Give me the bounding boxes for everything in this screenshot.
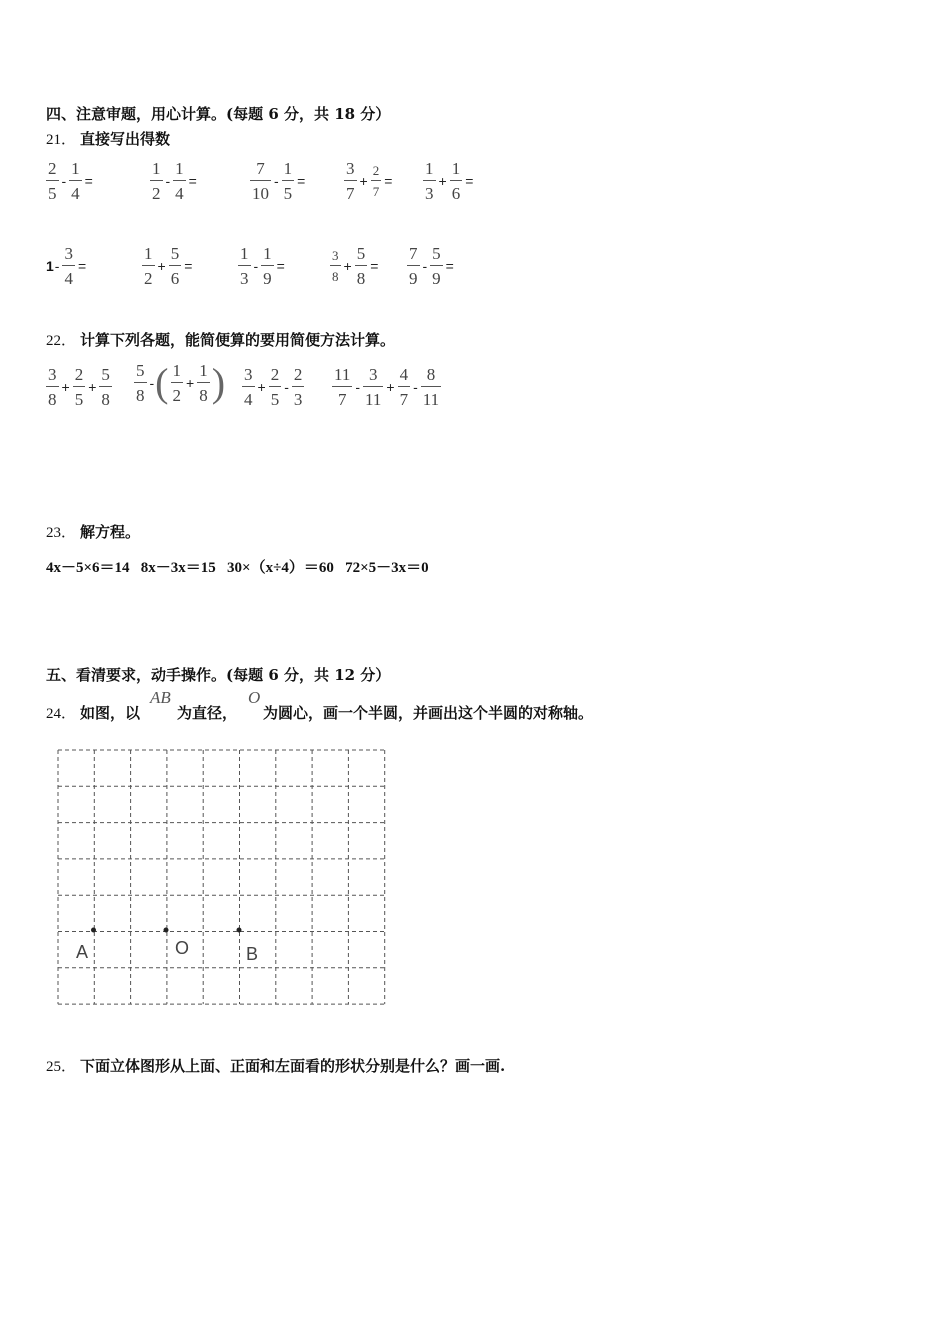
q21-row2-item: 1- $\frac{3}{4}$ = — [46, 244, 87, 288]
q24-title — [46, 702, 140, 723]
q23-title — [46, 521, 140, 542]
q22-number: 22． — [46, 333, 77, 349]
q23-text: 解方程。 — [80, 523, 141, 541]
q24-o-label: O — [248, 688, 261, 707]
q21-row1-item: $\frac{7}{10}$ - $\frac{1}{5}$ = — [252, 159, 306, 203]
q24-ab-label: AB — [150, 688, 171, 707]
q21-row1-item: $\frac{2}{5}$ - $\frac{1}{4}$ = — [48, 159, 93, 203]
section5-heading: 五、看清要求，动手操作。(每题 6 分，共 12 分） — [46, 666, 391, 684]
section4-heading: 四、注意审题，用心计算。(每题 6 分，共 18 分） — [46, 105, 391, 123]
q21-row2-item: $\frac{1}{2}$ + $\frac{5}{6}$ = — [144, 244, 193, 288]
q24-text-part2: 为直径， — [177, 704, 238, 722]
q22-text: 计算下列各题，能简便算的要用简便方法计算。 — [80, 331, 396, 349]
q22-expression-4: $\frac{11}{7}$ - $\frac{3}{11}$ + $\frac{4}{7}$ - $\frac{8}{11}$ — [334, 365, 440, 409]
label-b: B — [246, 944, 259, 964]
q21-row1-item: $\frac{1}{2}$ - $\frac{1}{4}$ = — [152, 159, 197, 203]
q21-text: 直接写出得数 — [80, 130, 171, 148]
q22-expression-2: $\frac{5}{8}$ -( $\frac{1}{2}$ + $\frac{1}{8}$ ) — [136, 360, 226, 405]
q22-title — [46, 329, 395, 350]
q21-row2-item: $\frac{1}{3}$ - $\frac{1}{9}$ = — [240, 244, 285, 288]
q25-text: 下面立体图形从上面、正面和左面看的形状分别是什么？画一画. — [80, 1057, 506, 1075]
q23-number: 23． — [46, 525, 77, 541]
q25-number: 25． — [46, 1059, 77, 1075]
point-a — [91, 928, 96, 933]
q22-expression-3: $\frac{3}{4}$ + $\frac{2}{5}$ - $\frac{2}{3}$ — [244, 365, 303, 409]
q22-expression-1: $\frac{3}{8}$ + $\frac{2}{5}$ + $\frac{5}{8}$ — [48, 365, 110, 409]
q21-row1-item: $\frac{3}{7}$ + $\frac{2}{7}$ = — [346, 159, 393, 203]
q24-text-part1: 如图，以 — [80, 704, 141, 722]
grid-lines — [58, 750, 385, 1004]
q24-number: 24． — [46, 706, 77, 722]
point-b — [237, 928, 242, 933]
q21-number: 21． — [46, 132, 77, 148]
q21-row2-item: $\frac{3}{8}$ + $\frac{5}{8}$ = — [332, 244, 379, 288]
q24-grid-figure — [54, 746, 390, 1010]
q24-text-part3: 为圆心，画一个半圆，并画出这个半圆的对称轴。 — [263, 704, 594, 722]
label-o: O — [175, 938, 190, 958]
label-a: A — [76, 942, 89, 962]
q21-row2-item: $\frac{7}{9}$ - $\frac{5}{9}$ = — [409, 244, 454, 288]
point-o — [164, 928, 169, 933]
q21-row1-item: $\frac{1}{3}$ + $\frac{1}{6}$ = — [425, 159, 474, 203]
q21-title — [46, 128, 170, 149]
q25-title — [46, 1055, 505, 1076]
q23-equations: 4x－5×6＝14 8x－3x＝15 30×（x÷4）＝60 72×5－3x＝0 — [46, 560, 429, 576]
